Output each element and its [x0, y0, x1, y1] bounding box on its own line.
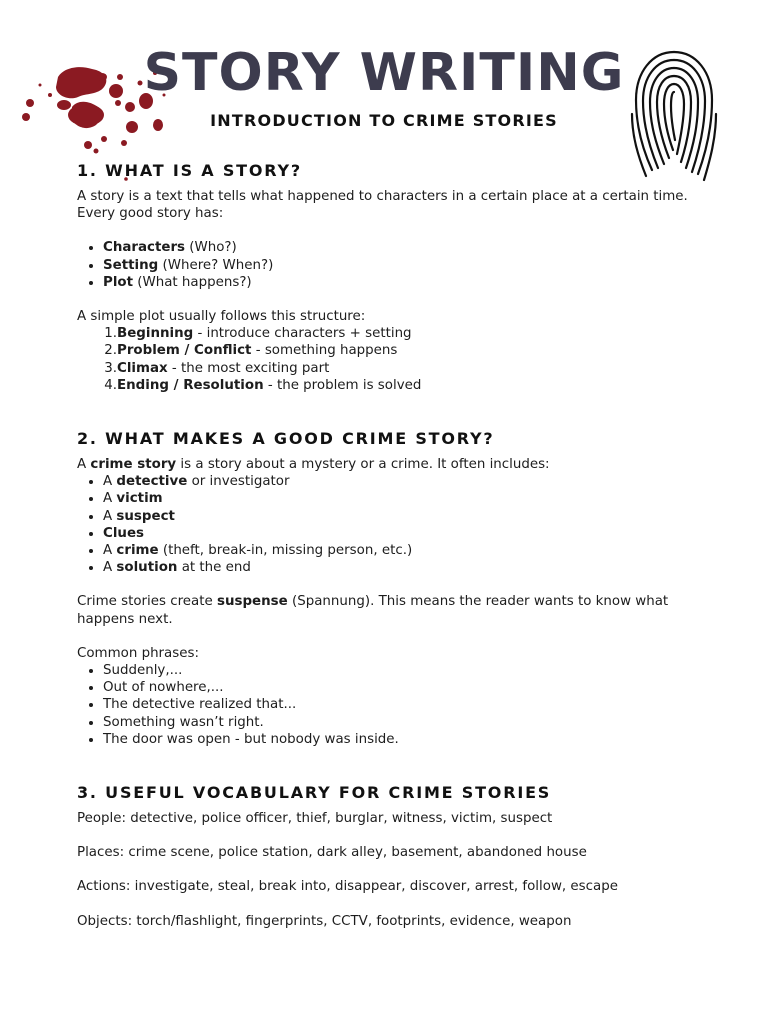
list-item: • Suddenly,... [103, 662, 697, 679]
plot-intro: A simple plot usually follows this structure: [77, 309, 366, 325]
story-definition: A story is a text that tells what happened to characters in a certain place at a certain time. Every good story has: [77, 189, 688, 222]
section-heading-useful-vocabulary: 3. USEFUL VOCABULARY FOR CRIME STORIES [77, 783, 552, 803]
common-phrases-list [77, 662, 697, 748]
vocab-places: Places: crime scene, police station, dark alley, basement, abandoned house [77, 845, 587, 861]
list-item: 1.Beginning - introduce characters + setting [104, 326, 412, 342]
list-item: • A victim [103, 490, 697, 507]
phrases-intro: Common phrases: [77, 645, 199, 661]
section-heading-what-is-a-story: 1. WHAT IS A STORY? [77, 161, 302, 180]
list-item: • Out of nowhere,... [103, 679, 697, 696]
list-item: • The door was open - but nobody was inside. [103, 731, 697, 748]
list-item: 2.Problem / Conflict - something happens [104, 343, 398, 359]
page-subtitle: INTRODUCTION TO CRIME STORIES [210, 111, 558, 130]
crime-story-definition: A crime story is a story about a mystery or a crime. It often includes: [77, 457, 550, 473]
list-item: • Clues [103, 525, 697, 542]
worksheet-content [77, 160, 697, 930]
list-item: • Characters (Who?) [103, 239, 697, 256]
list-item: • The detective realized that... [103, 696, 697, 713]
list-item: • Something wasn’t right. [103, 714, 697, 731]
vocab-objects: Objects: torch/flashlight, fingerprints, CCTV, footprints, evidence, weapon [77, 913, 572, 929]
list-item: 4.Ending / Resolution - the problem is solved [104, 377, 422, 393]
page-title: STORY WRITING [143, 43, 625, 103]
list-item: • A detective or investigator [103, 473, 697, 490]
list-item: • A suspect [103, 508, 697, 525]
plot-structure-list [77, 325, 697, 394]
crime-story-elements-list [77, 473, 697, 576]
vocab-actions: Actions: investigate, steal, break into, disappear, discover, arrest, follow, escape [77, 879, 618, 895]
list-item: • Plot (What happens?) [103, 274, 697, 291]
vocab-people: People: detective, police officer, thief, burglar, witness, victim, suspect [77, 811, 553, 827]
list-item: • A crime (theft, break-in, missing person, etc.) [103, 542, 697, 559]
list-item: 3.Climax - the most exciting part [104, 360, 330, 376]
section-heading-good-crime-story: 2. WHAT MAKES A GOOD CRIME STORY? [77, 429, 495, 449]
story-elements-list [77, 239, 697, 291]
list-item: • Setting (Where? When?) [103, 257, 697, 274]
suspense-explanation: Crime stories create suspense (Spannung). This means the reader wants to know what happens next. [77, 594, 669, 627]
list-item: • A solution at the end [103, 559, 697, 576]
